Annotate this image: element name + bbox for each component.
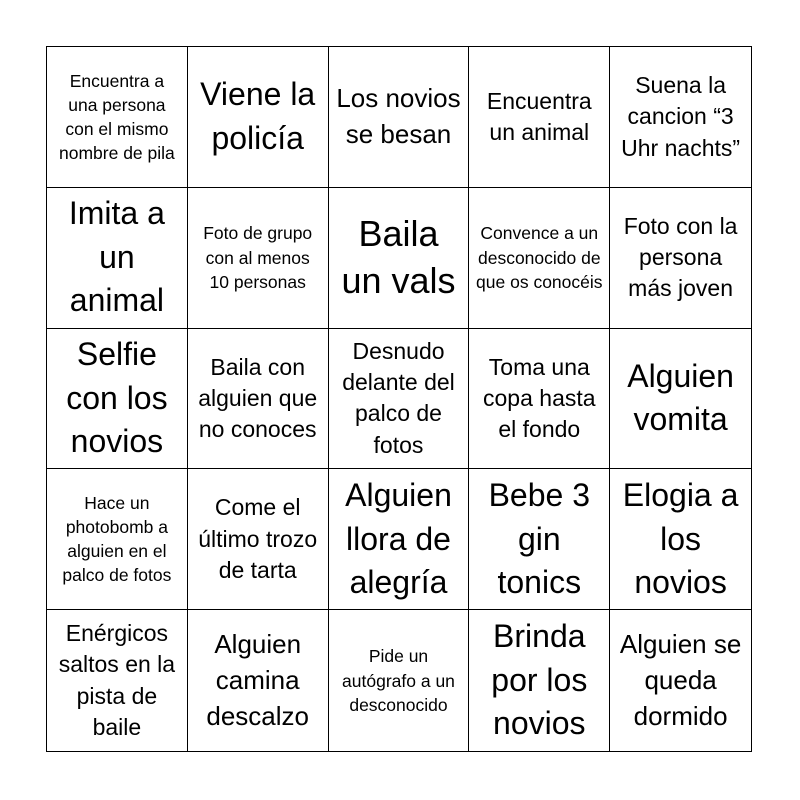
bingo-cell[interactable]: Alguien vomita <box>610 329 751 470</box>
bingo-cell[interactable]: Alguien camina descalzo <box>188 610 329 751</box>
bingo-cell[interactable]: Foto con la persona más joven <box>610 188 751 329</box>
bingo-cell[interactable]: Alguien se queda dormido <box>619 628 742 731</box>
bingo-cell[interactable]: Encuentra a una persona con el mismo nombre de pila <box>47 47 188 188</box>
bingo-board <box>46 46 752 752</box>
bingo-cell[interactable]: Convence a un desconocido de que os conocéis <box>469 188 610 329</box>
bingo-cell[interactable]: Baila con alguien que no conoces <box>188 329 329 470</box>
bingo-cell[interactable]: Desnudo delante del palco de fotos <box>329 329 470 470</box>
bingo-cell[interactable]: Encuentra un animal <box>469 47 610 188</box>
bingo-cell[interactable]: Pide un autógrafo a un desconocido <box>329 610 470 751</box>
bingo-cell[interactable]: Selfie con los novios <box>47 329 188 470</box>
bingo-cell[interactable]: Baila un vals <box>329 188 470 329</box>
bingo-cell[interactable]: Toma una copa hasta el fondo <box>469 329 610 470</box>
bingo-cell[interactable]: Los novios se besan <box>329 47 470 188</box>
bingo-cell[interactable]: Foto de grupo con al menos 10 personas <box>188 188 329 329</box>
bingo-cell[interactable]: Imita a un animal <box>47 188 188 329</box>
bingo-cell[interactable]: Brinda por los novios <box>469 610 610 751</box>
bingo-cell[interactable]: Viene la policía <box>188 47 329 188</box>
bingo-cell[interactable]: Hace un photobomb a alguien en el palco de fotos <box>47 469 188 610</box>
bingo-cell[interactable]: Come el último trozo de tarta <box>188 469 329 610</box>
bingo-cell[interactable]: Alguien llora de alegría <box>329 469 470 610</box>
bingo-cell[interactable]: Suena la cancion “3 Uhr nachts” <box>610 47 751 188</box>
bingo-cell[interactable]: Elogia a los novios <box>610 469 751 610</box>
bingo-cell[interactable]: Bebe 3 gin tonics <box>469 469 610 610</box>
bingo-cell[interactable]: Enérgicos saltos en la pista de baile <box>47 610 188 751</box>
